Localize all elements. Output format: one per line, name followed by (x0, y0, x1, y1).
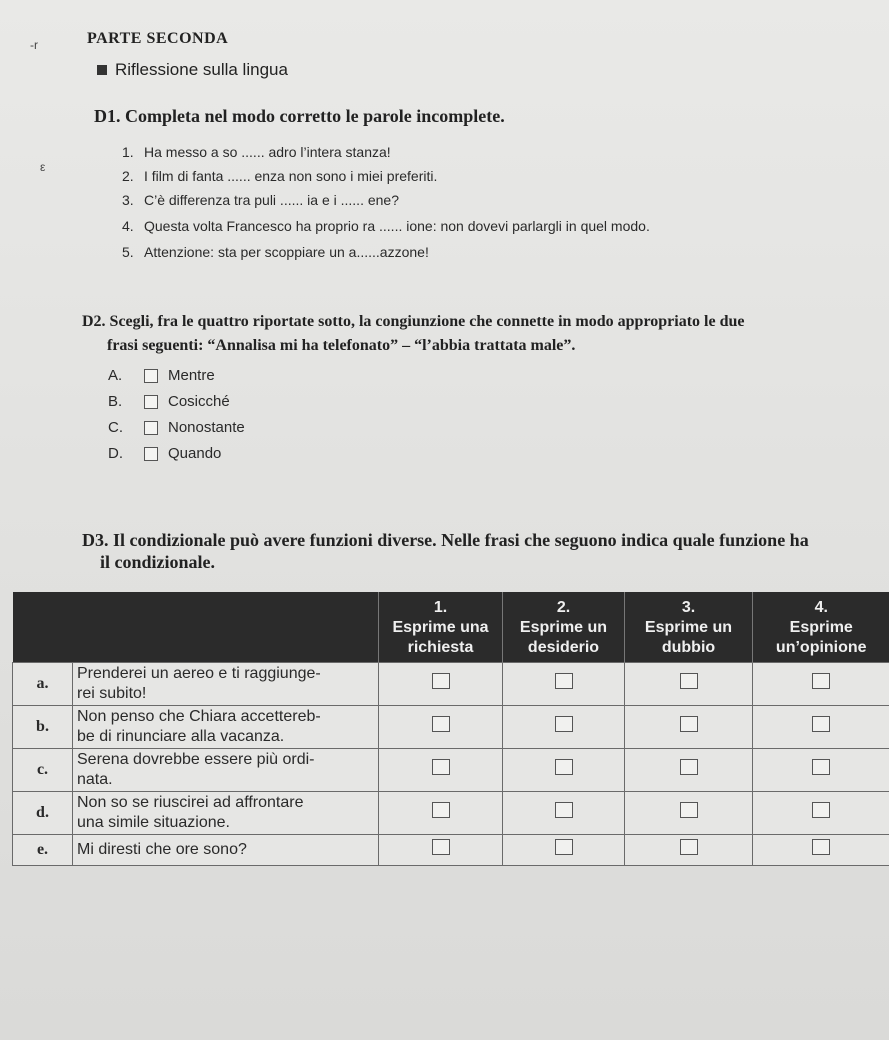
d2-option-a[interactable]: A. Mentre (108, 367, 215, 384)
margin-mark: -r (30, 38, 38, 52)
answer-checkbox[interactable] (680, 716, 698, 732)
answer-checkbox[interactable] (812, 839, 830, 855)
header-blank (13, 592, 379, 663)
section-title-text: Riflessione sulla lingua (115, 60, 288, 79)
d1-item: 5. Attenzione: sta per scoppiare un a......azzone! (122, 244, 429, 260)
answer-checkbox[interactable] (555, 759, 573, 775)
answer-checkbox[interactable] (432, 759, 450, 775)
margin-mark: ε (40, 160, 46, 174)
row-letter: c. (13, 749, 73, 792)
checkbox[interactable] (144, 369, 158, 383)
d1-title: D1. Completa nel modo corretto le parole incomplete. (94, 106, 505, 126)
table-row (13, 835, 889, 866)
table-row (13, 792, 889, 835)
d1-item: 3. C’è differenza tra puli ...... ia e i ...... ene? (122, 192, 399, 208)
answer-checkbox[interactable] (680, 839, 698, 855)
answer-checkbox[interactable] (812, 716, 830, 732)
d3-table (12, 592, 889, 866)
answer-checkbox[interactable] (555, 802, 573, 818)
answer-checkbox[interactable] (555, 716, 573, 732)
answer-checkbox[interactable] (812, 673, 830, 689)
d2-option-c[interactable]: C. Nonostante (108, 419, 245, 436)
d2-option-d[interactable]: D. Quando (108, 445, 222, 462)
header-col-2: 2. Esprime un desiderio (503, 592, 625, 663)
answer-checkbox[interactable] (680, 673, 698, 689)
d2-title-line2: frasi seguenti: “Annalisa mi ha telefonato” – “l’abbia trattata male”. (107, 337, 576, 354)
answer-checkbox[interactable] (812, 759, 830, 775)
row-sentence: Non so se riuscirei ad affrontare una simile situazione. (73, 792, 379, 835)
d1-item: 2. I film di fanta ...... enza non sono i miei preferiti. (122, 168, 438, 184)
row-letter: b. (13, 706, 73, 749)
row-sentence: Mi diresti che ore sono? (73, 835, 379, 866)
answer-checkbox[interactable] (432, 673, 450, 689)
table-row (13, 706, 889, 749)
header-col-1: 1. Esprime una richiesta (379, 592, 503, 663)
header-col-3: 3. Esprime un dubbio (625, 592, 753, 663)
checkbox[interactable] (144, 447, 158, 461)
answer-checkbox[interactable] (555, 673, 573, 689)
answer-checkbox[interactable] (812, 802, 830, 818)
row-letter: e. (13, 835, 73, 866)
checkbox[interactable] (144, 421, 158, 435)
row-letter: a. (13, 663, 73, 706)
row-letter: d. (13, 792, 73, 835)
table-header-row (13, 592, 889, 663)
d2-option-b[interactable]: B. Cosicché (108, 393, 230, 410)
d3-title-line1: D3. Il condizionale può avere funzioni diverse. Nelle frasi che seguono indica quale funzione ha (82, 530, 809, 550)
answer-checkbox[interactable] (680, 759, 698, 775)
row-sentence: Serena dovrebbe essere più ordi- nata. (73, 749, 379, 792)
d3-title-line2: il condizionale. (100, 552, 216, 572)
d1-item: 4. Questa volta Francesco ha proprio ra ...... ione: non dovevi parlargli in quel modo. (122, 218, 650, 234)
answer-checkbox[interactable] (555, 839, 573, 855)
square-bullet-icon (97, 65, 107, 75)
row-sentence: Prenderei un aereo e ti raggiunge- rei subito! (73, 663, 379, 706)
table-row (13, 749, 889, 792)
header-col-4: 4. Esprime un’opinione (753, 592, 889, 663)
row-sentence: Non penso che Chiara accettereb- be di rinunciare alla vacanza. (73, 706, 379, 749)
section-title (97, 60, 288, 80)
d2-title-line1: D2. Scegli, fra le quattro riportate sotto, la congiunzione che connette in modo appropriato le due (82, 313, 745, 330)
table-row (13, 663, 889, 706)
checkbox[interactable] (144, 395, 158, 409)
answer-checkbox[interactable] (432, 839, 450, 855)
answer-checkbox[interactable] (680, 802, 698, 818)
d1-item: 1. Ha messo a so ...... adro l’intera stanza! (122, 144, 391, 160)
part-title: PARTE SECONDA (87, 30, 229, 47)
answer-checkbox[interactable] (432, 716, 450, 732)
answer-checkbox[interactable] (432, 802, 450, 818)
